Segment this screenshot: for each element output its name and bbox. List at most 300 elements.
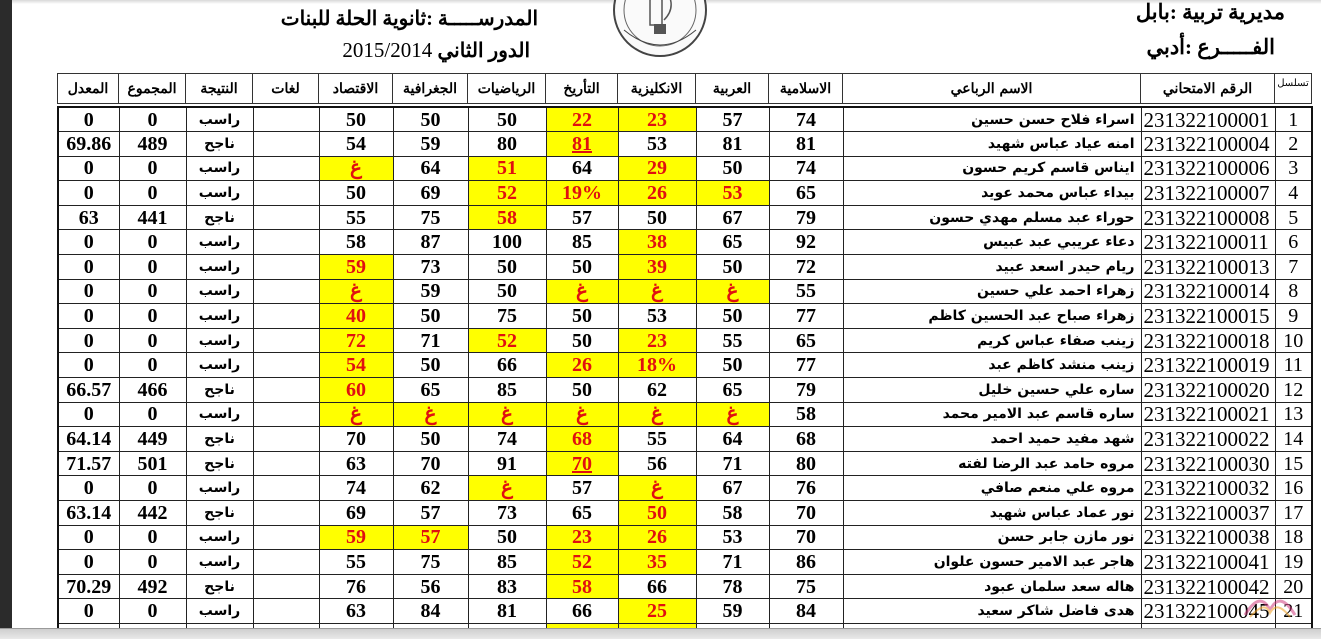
cell-value: راسب [198, 234, 241, 251]
cell-value: 21 [1283, 600, 1304, 623]
cell-total [119, 525, 186, 550]
cell-value: 59 [420, 280, 441, 303]
cell-value: 50 [722, 157, 743, 180]
cell-value: 231322100022 [1143, 427, 1270, 452]
cell-geography [393, 255, 468, 280]
cell-value: ايناس قاسم كريم حسون [962, 160, 1135, 177]
cell-arabic [696, 255, 769, 280]
cell-value: 0 [147, 600, 158, 623]
table-row [58, 525, 1312, 550]
cell-value: 13 [1283, 403, 1304, 426]
cell-value: 0 [83, 477, 94, 500]
cell-name [843, 402, 1141, 427]
cell-value: 68 [572, 428, 592, 451]
cell-average [58, 205, 119, 230]
cell-value: 231322100014 [1143, 279, 1270, 304]
cell-value: 231322100038 [1143, 525, 1270, 550]
cell-value: 74 [346, 477, 366, 500]
cell-value: 79 [796, 206, 816, 229]
cell-result [186, 402, 253, 427]
cell-value: غ [576, 280, 588, 303]
cell-history [546, 328, 618, 353]
cell-value: حوراء عبد مسلم مهدي حسون [929, 209, 1135, 226]
cell-geography [393, 181, 468, 206]
cell-name [843, 230, 1141, 255]
cell-history [546, 427, 618, 452]
cell-arabic [696, 599, 769, 624]
cell-value: غ [651, 477, 663, 500]
cell-value: زينب صفاء عباس كريم [977, 332, 1135, 349]
cell-name [843, 304, 1141, 329]
cell-value: 4 [1288, 182, 1299, 205]
cell-economics [319, 205, 393, 230]
cell-value: 0 [147, 550, 158, 573]
cell-value: مروه حامد عبد الرضا لفته [958, 455, 1135, 472]
cell-average [58, 156, 119, 181]
cell-languages [253, 574, 319, 599]
cell-english [618, 476, 696, 501]
cell-islamic [769, 156, 843, 181]
cell-value: 231322100015 [1143, 304, 1270, 329]
cell-value: 81 [796, 132, 816, 155]
cell-languages [253, 476, 319, 501]
cell-name [843, 181, 1141, 206]
cell-value: 20 [1283, 575, 1304, 598]
cell-english [618, 230, 696, 255]
cell-value: 67 [722, 206, 743, 229]
cell-history [546, 205, 618, 230]
cell-result [186, 230, 253, 255]
cell-total [119, 451, 186, 476]
cell-value: ناجح [204, 578, 235, 595]
cell-value: 57 [722, 108, 743, 131]
cell-value: 84 [420, 600, 441, 623]
cell-geography [393, 230, 468, 255]
cell-value: ناجح [204, 135, 235, 152]
table-row [58, 279, 1312, 304]
cell-value: 0 [147, 182, 158, 205]
cell-total [119, 402, 186, 427]
cell-value: 231322100011 [1143, 230, 1269, 255]
cell-value: نور عماد عباس شهيد [989, 504, 1135, 521]
cell-average [58, 132, 119, 157]
cell-serial [1275, 132, 1312, 157]
cell-value: 68 [796, 428, 816, 451]
col-total: المجموع [119, 74, 186, 104]
cell-value: 50 [722, 255, 743, 278]
table-row [58, 550, 1312, 575]
cell-economics [319, 378, 393, 403]
cell-value: راسب [198, 553, 241, 570]
cell-name [843, 574, 1141, 599]
cell-value: 442 [137, 501, 168, 524]
cell-geography [393, 107, 468, 132]
cell-value: 3 [1288, 157, 1299, 180]
cell-geography [393, 599, 468, 624]
cell-value: 6 [1288, 231, 1299, 254]
cell-total [119, 205, 186, 230]
results-table [57, 106, 1313, 639]
cell-history [546, 550, 618, 575]
cell-result [186, 255, 253, 280]
cell-value: 231322100004 [1143, 131, 1270, 156]
cell-value: 0 [83, 280, 94, 303]
cell-economics [319, 328, 393, 353]
cell-economics [319, 427, 393, 452]
cell-total [119, 328, 186, 353]
cell-islamic [769, 279, 843, 304]
cell-value: راسب [198, 111, 241, 128]
cell-result [186, 205, 253, 230]
cell-value: 63 [346, 452, 366, 475]
cell-languages [253, 402, 319, 427]
cell-value: شهد مفيد حميد احمد [990, 431, 1135, 448]
cell-history [546, 599, 618, 624]
cell-value: 55 [346, 550, 366, 573]
cell-history [546, 525, 618, 550]
cell-islamic [769, 107, 843, 132]
cell-exam-no [1141, 427, 1275, 452]
cell-math [468, 304, 546, 329]
cell-value: 26 [647, 526, 667, 549]
cell-serial [1275, 451, 1312, 476]
cell-value: بيداء عباس محمد عويد [981, 185, 1135, 202]
cell-value: 466 [137, 378, 168, 401]
col-average: المعدل [58, 74, 119, 104]
cell-english [618, 304, 696, 329]
cell-serial [1275, 550, 1312, 575]
cell-exam-no [1141, 205, 1275, 230]
cell-english [618, 107, 696, 132]
cell-value: 57 [572, 206, 592, 229]
cell-total [119, 181, 186, 206]
cell-value: 441 [137, 206, 168, 229]
cell-value: 0 [147, 354, 158, 377]
cell-value: 0 [83, 329, 94, 352]
cell-serial [1275, 427, 1312, 452]
cell-arabic [696, 205, 769, 230]
cell-value: 23 [647, 108, 667, 131]
cell-value: 71 [722, 452, 743, 475]
cell-value: 69 [346, 501, 366, 524]
cell-value: 231322100041 [1143, 549, 1270, 574]
cell-name [843, 599, 1141, 624]
cell-value: راسب [198, 160, 241, 177]
cell-value: غ [651, 280, 663, 303]
cell-value: 231322100045 [1143, 599, 1270, 624]
cell-arabic [696, 427, 769, 452]
cell-serial [1275, 230, 1312, 255]
cell-languages [253, 107, 319, 132]
cell-math [468, 328, 546, 353]
cell-value: 40 [346, 305, 366, 328]
cell-value: ناجح [204, 431, 235, 448]
cell-value: 65 [796, 329, 816, 352]
cell-math [468, 525, 546, 550]
cell-value: 0 [83, 182, 94, 205]
cell-value: 10 [1283, 329, 1304, 352]
cell-value: غ [576, 403, 588, 426]
cell-value: 231322100013 [1143, 254, 1270, 279]
cell-value: دعاء عريبي عبد عبيس [983, 234, 1135, 251]
cell-english [618, 378, 696, 403]
cell-languages [253, 328, 319, 353]
cell-value: 64 [420, 157, 441, 180]
cell-arabic [696, 279, 769, 304]
cell-serial [1275, 525, 1312, 550]
cell-name [843, 378, 1141, 403]
cell-islamic [769, 304, 843, 329]
cell-value: 0 [147, 329, 158, 352]
cell-value: 50 [722, 354, 743, 377]
cell-average [58, 328, 119, 353]
cell-value: 58 [497, 206, 517, 229]
cell-value: اسراء فلاح حسن حسين [971, 111, 1135, 128]
branch-label: الفـــــرع :أدبي [1146, 35, 1275, 59]
cell-value: 70 [572, 452, 592, 475]
cell-value: 5 [1288, 206, 1299, 229]
cell-value: 38 [647, 231, 667, 254]
cell-total [119, 156, 186, 181]
cell-languages [253, 525, 319, 550]
cell-exam-no [1141, 107, 1275, 132]
cell-value: 50 [420, 354, 441, 377]
cell-value: 81 [722, 132, 743, 155]
cell-math [468, 476, 546, 501]
cell-value: 80 [497, 132, 517, 155]
cell-value: 78 [722, 575, 743, 598]
cell-value: زهراء صباح عبد الحسين كاظم [928, 308, 1135, 325]
cell-economics [319, 304, 393, 329]
cell-value: 56 [647, 452, 667, 475]
cell-serial [1275, 181, 1312, 206]
cell-economics [319, 501, 393, 526]
cell-value: 52 [572, 550, 592, 573]
cell-value: ريام حيدر اسعد عبيد [995, 258, 1135, 275]
cell-value: 58 [346, 231, 366, 254]
cell-result [186, 353, 253, 378]
cell-value: 66 [497, 354, 517, 377]
cell-value: 50 [647, 206, 667, 229]
cell-arabic [696, 353, 769, 378]
cell-total [119, 550, 186, 575]
cell-math [468, 230, 546, 255]
cell-arabic [696, 402, 769, 427]
col-history: التأريخ [546, 74, 618, 104]
cell-value: 489 [137, 132, 168, 155]
cell-value: 84 [796, 600, 816, 623]
cell-value: 55 [796, 280, 816, 303]
col-geography: الجغرافية [393, 74, 468, 104]
cell-total [119, 353, 186, 378]
table-row [58, 181, 1312, 206]
cell-value: ناجح [204, 209, 235, 226]
cell-value: 75 [796, 575, 816, 598]
cell-value: 85 [497, 550, 517, 573]
col-english: الانكليزية [618, 74, 696, 104]
table-row [58, 402, 1312, 427]
cell-english [618, 501, 696, 526]
cell-arabic [696, 181, 769, 206]
cell-result [186, 304, 253, 329]
cell-economics [319, 353, 393, 378]
cell-value: 0 [147, 231, 158, 254]
cell-value: هاجر عبد الامير حسون علوان [933, 553, 1135, 570]
cell-value: 81 [572, 132, 592, 155]
cell-value: 0 [83, 108, 94, 131]
cell-history [546, 451, 618, 476]
cell-math [468, 181, 546, 206]
table-row [58, 501, 1312, 526]
cell-value: 0 [147, 403, 158, 426]
cell-value: 60 [346, 378, 366, 401]
cell-value: 91 [497, 452, 517, 475]
cell-total [119, 230, 186, 255]
cell-name [843, 205, 1141, 230]
cell-value: 53 [647, 305, 667, 328]
cell-name [843, 501, 1141, 526]
cell-value: 79 [796, 378, 816, 401]
cell-history [546, 353, 618, 378]
col-economics: الاقتصاد [319, 74, 393, 104]
cell-total [119, 304, 186, 329]
cell-serial [1275, 378, 1312, 403]
cell-average [58, 451, 119, 476]
cell-result [186, 181, 253, 206]
cell-value: 71 [420, 329, 441, 352]
cell-arabic [696, 132, 769, 157]
cell-economics [319, 451, 393, 476]
cell-arabic [696, 451, 769, 476]
cell-geography [393, 574, 468, 599]
cell-islamic [769, 599, 843, 624]
cell-value: 26 [647, 182, 667, 205]
cell-economics [319, 599, 393, 624]
cell-value: راسب [198, 185, 241, 202]
cell-math [468, 574, 546, 599]
cell-exam-no [1141, 181, 1275, 206]
cell-value: 11 [1283, 354, 1303, 377]
cell-value: 50 [420, 305, 441, 328]
cell-value: 65 [796, 182, 816, 205]
cell-total [119, 476, 186, 501]
cell-value: 77 [796, 305, 816, 328]
cell-islamic [769, 132, 843, 157]
cell-economics [319, 255, 393, 280]
col-languages: لغات [253, 74, 319, 104]
cell-arabic [696, 230, 769, 255]
cell-average [58, 525, 119, 550]
cell-history [546, 255, 618, 280]
cell-result [186, 378, 253, 403]
cell-exam-no [1141, 304, 1275, 329]
cell-arabic [696, 304, 769, 329]
cell-value: 59 [420, 132, 441, 155]
cell-languages [253, 550, 319, 575]
cell-exam-no [1141, 328, 1275, 353]
table-row [58, 427, 1312, 452]
window-left-edge [0, 0, 12, 639]
cell-value: 55 [346, 206, 366, 229]
cell-geography [393, 501, 468, 526]
cell-value: 53 [647, 132, 667, 155]
cell-value: 50 [722, 305, 743, 328]
cell-name [843, 255, 1141, 280]
cell-arabic [696, 574, 769, 599]
cell-value: 7 [1288, 255, 1299, 278]
cell-value: 52 [497, 329, 517, 352]
cell-value: 12 [1283, 378, 1304, 401]
col-serial: تسلسل [1275, 74, 1312, 104]
cell-average [58, 304, 119, 329]
cell-average [58, 279, 119, 304]
cell-languages [253, 501, 319, 526]
cell-value: 17 [1283, 501, 1304, 524]
cell-value: 0 [83, 354, 94, 377]
cell-value: 74 [796, 108, 816, 131]
cell-value: 85 [497, 378, 517, 401]
cell-value: 63 [78, 206, 99, 229]
cell-average [58, 550, 119, 575]
cell-value: 66 [647, 575, 667, 598]
cell-exam-no [1141, 550, 1275, 575]
cell-math [468, 402, 546, 427]
cell-geography [393, 353, 468, 378]
cell-value: 19% [562, 182, 602, 205]
cell-value: ناجح [204, 455, 235, 472]
cell-result [186, 328, 253, 353]
cell-english [618, 402, 696, 427]
cell-name [843, 427, 1141, 452]
cell-value: 55 [722, 329, 743, 352]
cell-value: 56 [420, 575, 441, 598]
cell-value: زهراء احمد علي حسين [976, 283, 1135, 300]
cell-serial [1275, 255, 1312, 280]
cell-value: غ [501, 403, 513, 426]
cell-value: ساره علي حسين خليل [978, 381, 1135, 398]
cell-value: 59 [346, 526, 366, 549]
cell-languages [253, 451, 319, 476]
table-row [58, 205, 1312, 230]
cell-value: 23 [572, 526, 592, 549]
cell-history [546, 279, 618, 304]
cell-value: 50 [572, 378, 592, 401]
table-row [58, 230, 1312, 255]
cell-value: 58 [722, 501, 743, 524]
cell-serial [1275, 501, 1312, 526]
cell-value: 50 [572, 329, 592, 352]
cell-value: 52 [497, 182, 517, 205]
cell-value: غ [424, 403, 437, 426]
cell-result [186, 427, 253, 452]
cell-english [618, 132, 696, 157]
cell-languages [253, 599, 319, 624]
cell-islamic [769, 230, 843, 255]
cell-islamic [769, 378, 843, 403]
cell-value: 50 [572, 255, 592, 278]
cell-economics [319, 156, 393, 181]
cell-value: 65 [420, 378, 441, 401]
cell-exam-no [1141, 353, 1275, 378]
table-row [58, 255, 1312, 280]
cell-name [843, 476, 1141, 501]
cell-value: غ [350, 403, 362, 426]
cell-math [468, 156, 546, 181]
cell-value: راسب [198, 258, 241, 275]
cell-english [618, 550, 696, 575]
cell-english [618, 279, 696, 304]
cell-serial [1275, 328, 1312, 353]
